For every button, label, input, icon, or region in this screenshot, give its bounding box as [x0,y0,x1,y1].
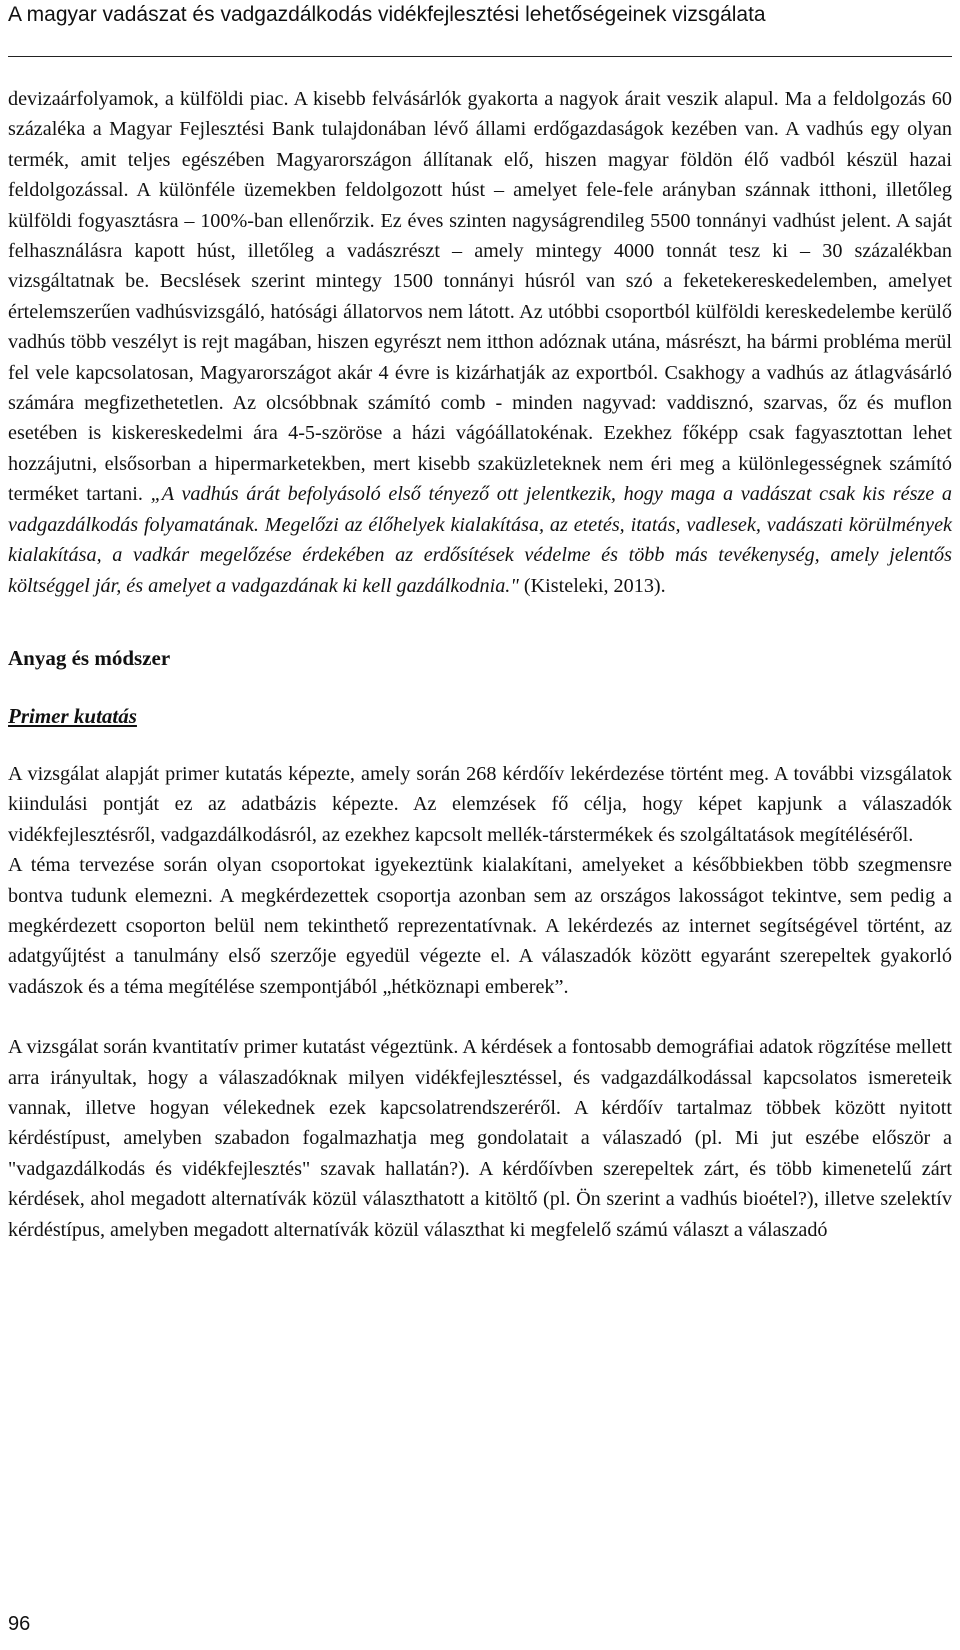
running-header: A magyar vadászat és vadgazdálkodás vidékfejlesztési lehetőségeinek vizsgálata [8,3,766,26]
kisteleki-quote: „A vadhús árát befolyásoló első tényező ott jelentkezik, hogy maga a vadászat csak kis része a vadgazdálkodás folyamatának. Megelőzi az élőhelyek kialakítása, az etetés, itatás, vadlesek, vadászati körülmények kialakítása, a vadkár megelőzése érdekében az erdősítések védelme és több más tevékenység, amely jelentős költséggel jár, és amelyet a vadgazdának ki kell gazdálkodnia." [8,483,953,597]
paragraph-1-text: devizaárfolyamok, a külföldi piac. A kisebb felvásárlók gyakorta a nagyok árait veszik alapul. Ma a feldolgozás 60 százaléka a Magyar Fejlesztési Bank tulajdonában lévő állami erdőgazdaságok kezében van. A vadhús egy olyan termék, amit teljes egészében Magyarországon állítanak elő, hiszen magyar földön élő vadból készül hazai feldolgozással. A különféle üzemekben feldolgozott húst – amelyet fele-fele arányban szánnak itthoni, illetőleg külföldi fogyasztásra – 100%-ban ellenőrzik. Ez éves szinten nagyságrendileg 5500 tonnányi vadhúst jelent. A saját felhasználásra kapott húst, illetőleg a vadászrészt – amely mintegy 4000 tonnát tesz ki – 30 százalékban vizsgáltatnak be. Becslések szerint mintegy 1500 tonnányi húsról van szó a feketekereskedelemben, amelyet értelemszerűen vadhúsvizsgáló, hatósági állatorvos nem látott. Az utóbbi csoportból külföldi kereskedelembe kerülő vadhús több veszélyt is rejt magában, hiszen egyrészt nem itthon adóznak utána, másrészt, ha bármi probléma merül fel vele kapcsolatosan, Magyarországot akár 4 évre is kizárhatják az exportból. Csakhogy a vadhús az átlagvásárló számára megfizethetetlen. Az olcsóbbnak számító comb - minden nagyvad: vaddisznó, szarvas, őz és muflon esetében is kiskereskedelmi ára 4-5-szöröse a házi vágóállatokénak. Ezekhez főképp csak fagyasztottan lehet hozzájutni, elsősorban a hipermarketekben, mert kisebb szaküzleteknek nem éri meg a különlegességnek számító terméket tartani. [8,88,952,506]
body-paragraph-2: A vizsgálat alapját primer kutatás képezte, amely során 268 kérdőív lekérdezése történt meg. A további vizsgálatok kiindulási pontját ez az adatbázis képezte. Az elemzések fő célja, hogy képet kapjunk a válaszadók vidékfejlesztésről, vadgazdálkodásról, az ezekhez kapcsolt mellék-társtermékek és szolgáltatások megítéléséről. [8,762,952,846]
body-paragraph-4: A vizsgálat során kvantitatív primer kutatást végeztünk. A kérdések a fontosabb demográfiai adatok rögzítése mellett arra irányultak, hogy a válaszadóknak milyen vidékfejlesztéssel, és vadgazdálkodással kapcsolatos ismereteik vannak, illetve hogyan vélekednek ezek kapcsolatrendszeréről. A kérdőív tartalmaz többek között nyitott kérdéstípust, amelyben szabadon fogalmazhatja meg gondolatait a válaszadó (pl. Mi jut eszébe először a "vadgazdálkodás és vidékfejlesztés" szavak hallatán?). A kérdőívben szerepeltek zárt, és több kimenetelű zárt kérdések, ahol megadott alternatívák közül választhatott a kitöltő (pl. Ön szerint a vadhús bioétel?), illetve szelektív kérdéstípus, amelyben megadott alternatívák közül választhat ki megfelelő számú választ a válaszadó [8,1036,952,1241]
section-heading: Anyag és módszer [8,645,171,670]
body-paragraph-1 [8,84,952,601]
quote-citation: (Kisteleki, 2013). [523,574,666,597]
subsection-heading: Primer kutatás [8,703,137,728]
header-divider [8,56,952,57]
page-content [8,84,952,1245]
page-number: 96 [8,1613,31,1635]
body-paragraph-3: A téma tervezése során olyan csoportokat igyekeztünk kialakítani, amelyeket a későbbiekben több szegmensre bontva tudunk elemezni. A megkérdezettek csoportja azonban sem az országos lakosságot tekintve, sem pedig a megkérdezett csoporton belül nem tekinthető reprezentatívnak. A lekérdezés az internet segítségével történt, az adatgyűjtést a tanulmány első szerzője egyedül végezte el. A válaszadók között egyaránt szerepeltek gyakorló vadászok és a téma megítélése szempontjából „hétköznapi emberek”. [8,854,952,998]
